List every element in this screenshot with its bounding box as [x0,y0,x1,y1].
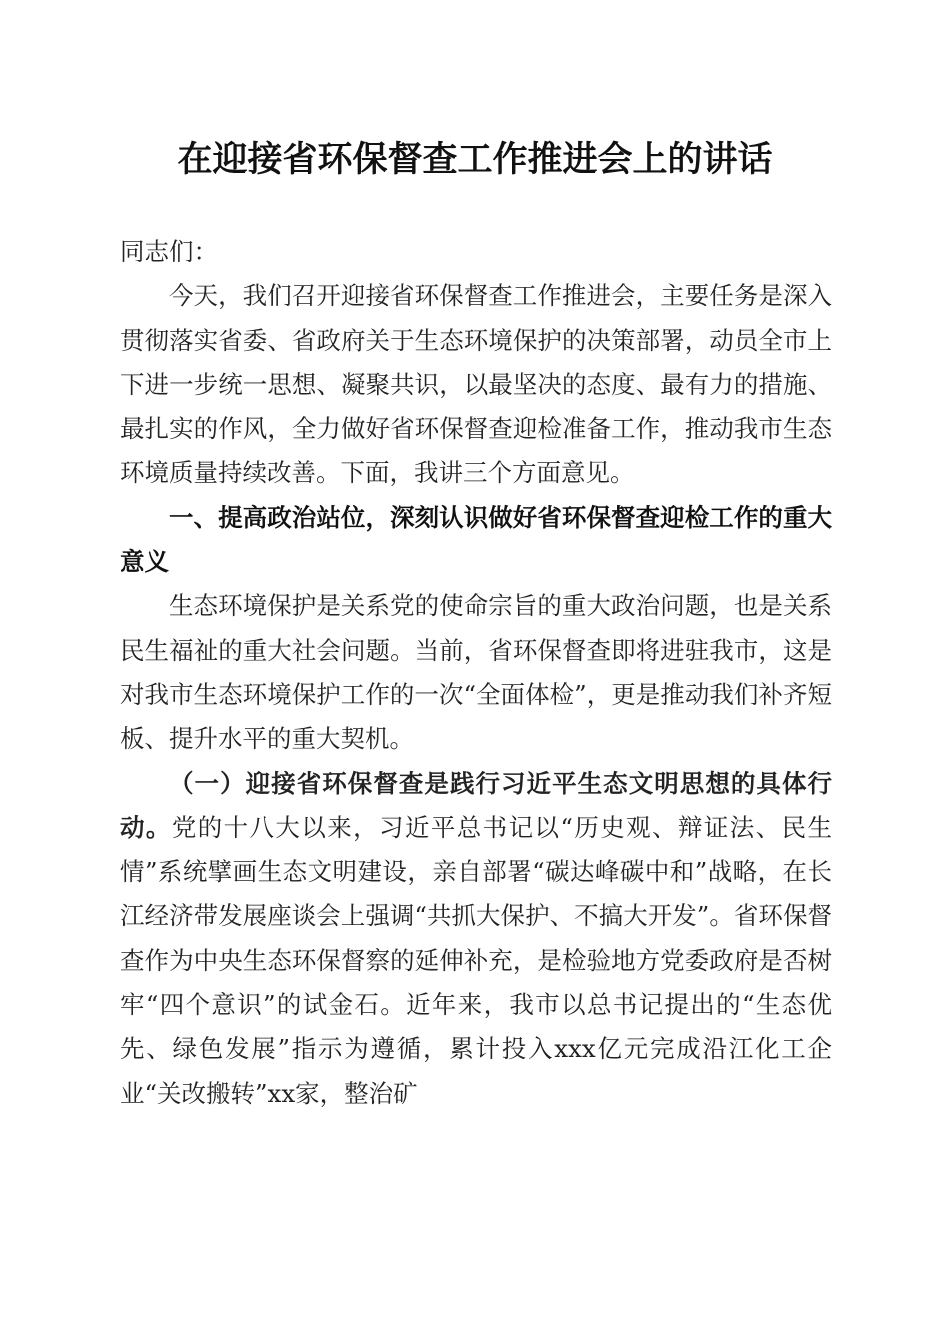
section-1-paragraph: 生态环境保护是关系党的使命宗旨的重大政治问题，也是关系民生福祉的重大社会问题。当前，省环保督查即将进驻我市，这是对我市生态环境保护工作的一次“全面体检”，更是推动我们补齐短板、提升水平的重大契机。 [120,591,832,754]
subsection-1-body: 党的十八大以来，习近平总书记以“历史观、辩证法、民生情”系统擘画生态文明建设，亲自部署“碳达峰碳中和”战略，在长江经济带发展座谈会上强调“共抓大保护、不搞大开发”。省环保督查作为中央生态环保督察的延伸补充，是检验地方党委政府是否树牢“四个意识”的试金石。近年来，我市以总书记提出的“生态优先、绿色发展”指示为遵循，累计投入xxx亿元完成沿江化工企业“关改搬转”xx家，整治矿 [120,812,832,1108]
document-title: 在迎接省环保督查工作推进会上的讲话 [177,139,773,180]
document-body [120,230,832,1116]
subsection-1-paragraph [120,762,832,1116]
intro-paragraph: 今天，我们召开迎接省环保督查工作推进会，主要任务是深入贯彻落实省委、省政府关于生态环境保护的决策部署，动员全市上下进一步统一思想、凝聚共识，以最坚决的态度、最有力的措施、最扎实的作风，全力做好省环保督查迎检准备工作，推动我市生态环境质量持续改善。下面，我讲三个方面意见。 [120,281,832,488]
salutation: 同志们： [120,237,218,266]
section-heading-1: 一、提高政治站位，深刻认识做好省环保督查迎检工作的重大意义 [120,502,832,577]
subsection-1-lead: （一）迎接省环保督查是践行习近平生态文明思想的具体行动。 [120,768,832,842]
